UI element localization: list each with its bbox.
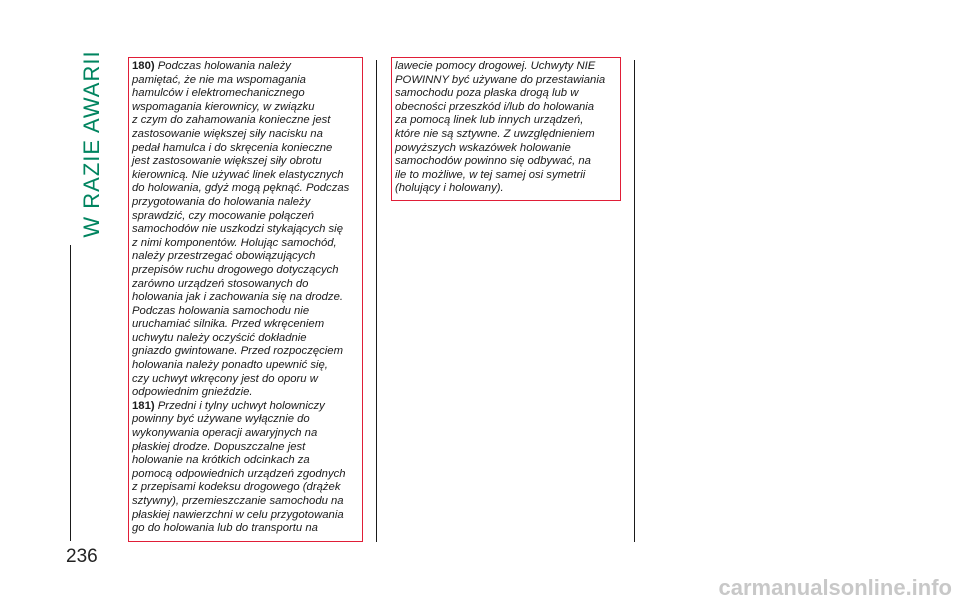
note-line-text: Przedni i tylny uchwyt holowniczy (157, 399, 325, 412)
note-line-text: obecności przeszkód i/lub do holowania (395, 100, 595, 113)
column-divider-left (376, 60, 377, 542)
note-line-text: płaskiej drodze. Dopuszczalne jest (132, 440, 306, 453)
note-line (132, 305, 360, 319)
note-line (132, 332, 360, 346)
note-line (132, 155, 360, 169)
note-line (132, 454, 360, 468)
note-line (132, 101, 360, 115)
note-line (132, 250, 360, 264)
note-line (132, 60, 360, 74)
note-line (132, 264, 360, 278)
note-line-text: przygotowania do holowania należy (132, 195, 311, 208)
note-line-text: zastosowanie większej siły nacisku na (132, 127, 323, 140)
note-line (395, 155, 618, 169)
note-line (132, 128, 360, 142)
note-line (395, 169, 618, 183)
note-line (132, 400, 360, 414)
note-number: 180) (132, 60, 155, 72)
note-line-text: które nie są sztywne. Z uwzględnieniem (395, 127, 595, 140)
note-line-text: (holujący i holowany). (395, 182, 504, 195)
note-line-text: czy uchwyt wkręcony jest do oporu w (132, 372, 318, 385)
note-line-text: go do holowania lub do transportu na (132, 522, 318, 535)
note-line (132, 522, 360, 536)
note-line (132, 223, 360, 237)
column-divider-right (634, 60, 635, 542)
note-line-text: odpowiednim gnieździe. (132, 386, 253, 399)
note-line (132, 345, 360, 359)
note-line (132, 74, 360, 88)
note-line-text: z przepisami kodeksu drogowego (drążek (132, 481, 341, 494)
note-line-text: holowanie na krótkich odcinkach za (132, 454, 310, 467)
note-line (395, 182, 618, 196)
note-line (132, 373, 360, 387)
note-line (395, 60, 618, 74)
note-181-continued (395, 60, 618, 196)
note-line-text: lawecie pomocy drogowej. Uchwyty NIE (395, 60, 596, 72)
note-line (132, 359, 360, 373)
note-line (395, 101, 618, 115)
note-line-text: wspomagania kierownicy, w związku (132, 100, 315, 113)
note-line (132, 468, 360, 482)
side-divider (70, 245, 71, 541)
note-line-text: należy przestrzegać obowiązujących (132, 250, 316, 263)
note-line (132, 413, 360, 427)
note-line (132, 386, 360, 400)
note-180 (132, 60, 360, 400)
note-line-text: sztywny), przemieszczanie samochodu na (132, 495, 344, 507)
note-181 (132, 400, 360, 536)
note-line (395, 128, 618, 142)
note-line (132, 142, 360, 156)
note-line-text: do holowania, gdyż mogą pęknąć. Podczas (132, 182, 350, 195)
note-line-text: kierownicą. Nie używać linek elastycznych (132, 168, 344, 181)
note-line (132, 237, 360, 251)
warning-note-box (128, 57, 363, 542)
note-line-text: gniazdo gwintowane. Przed rozpoczęciem (132, 345, 343, 358)
section-title-text: W RAZIE AWARII (79, 50, 104, 238)
note-line (132, 278, 360, 292)
note-line-text: ile to możliwe, w tej samej osi symetrii (395, 168, 586, 181)
note-line (132, 495, 360, 509)
note-line-text: sprawdzić, czy mocowanie połączeń (132, 209, 315, 222)
warning-note-box-continued (391, 57, 621, 201)
note-line-text: jest zastosowanie większej siły obrotu (132, 155, 322, 168)
note-line-text: samochodów powinno się odbywać, na (395, 155, 591, 168)
note-line-text: z czym do zahamowania konieczne jest (132, 114, 331, 127)
note-line (395, 74, 618, 88)
note-line-text: uchwytu należy oczyścić dokładnie (132, 331, 307, 344)
note-line (395, 142, 618, 156)
note-line-text: wykonywania operacji awaryjnych na (132, 427, 318, 440)
note-line (132, 318, 360, 332)
note-line (132, 481, 360, 495)
note-line-text: płaskiej nawierzchni w celu przygotowania (132, 508, 344, 521)
note-line-text: Podczas holowania należy (157, 60, 291, 72)
note-line-text: powyższych wskazówek holowanie (395, 141, 571, 154)
watermark: carmanualsonline.info (718, 575, 952, 600)
note-line (132, 210, 360, 224)
note-line (132, 182, 360, 196)
note-line-text: samochodu poza płaska drogą lub w (395, 87, 579, 100)
note-line-text: Podczas holowania samochodu nie (132, 304, 310, 317)
note-line-text: pamiętać, że nie ma wspomagania (132, 73, 306, 86)
note-line-text: samochodów nie uszkodzi stykających się (132, 223, 343, 236)
note-line-text: hamulców i elektromechanicznego (132, 87, 305, 100)
note-line (132, 291, 360, 305)
note-line (132, 509, 360, 523)
note-line-text: powinny być używane wyłącznie do (132, 413, 310, 426)
note-line (132, 114, 360, 128)
note-line-text: uruchamiać silnika. Przed wkręceniem (132, 318, 325, 331)
note-line (132, 441, 360, 455)
note-line-text: przepisów ruchu drogowego dotyczących (132, 263, 339, 276)
note-line (395, 114, 618, 128)
note-line-text: za pomocą linek lub innych urządzeń, (395, 114, 584, 127)
note-line (132, 427, 360, 441)
section-title (68, 44, 116, 244)
note-line-text: holowania należy ponadto upewnić się, (132, 359, 328, 372)
note-line-text: zarówno urządzeń stosowanych do (132, 277, 309, 290)
note-line (132, 169, 360, 183)
note-line-text: holowania jak i zachowania się na drodze. (132, 291, 344, 304)
note-line (395, 87, 618, 101)
note-line (132, 87, 360, 101)
note-line-text: pomocą odpowiednich urządzeń zgodnych (132, 467, 346, 480)
note-line (132, 196, 360, 210)
note-line-text: z nimi komponentów. Holując samochód, (132, 236, 337, 249)
note-number: 181) (132, 399, 155, 412)
note-line-text: pedał hamulca i do skręcenia konieczne (132, 141, 333, 154)
note-line-text: POWINNY być używane do przestawiania (395, 73, 606, 86)
page-number: 236 (66, 546, 98, 567)
